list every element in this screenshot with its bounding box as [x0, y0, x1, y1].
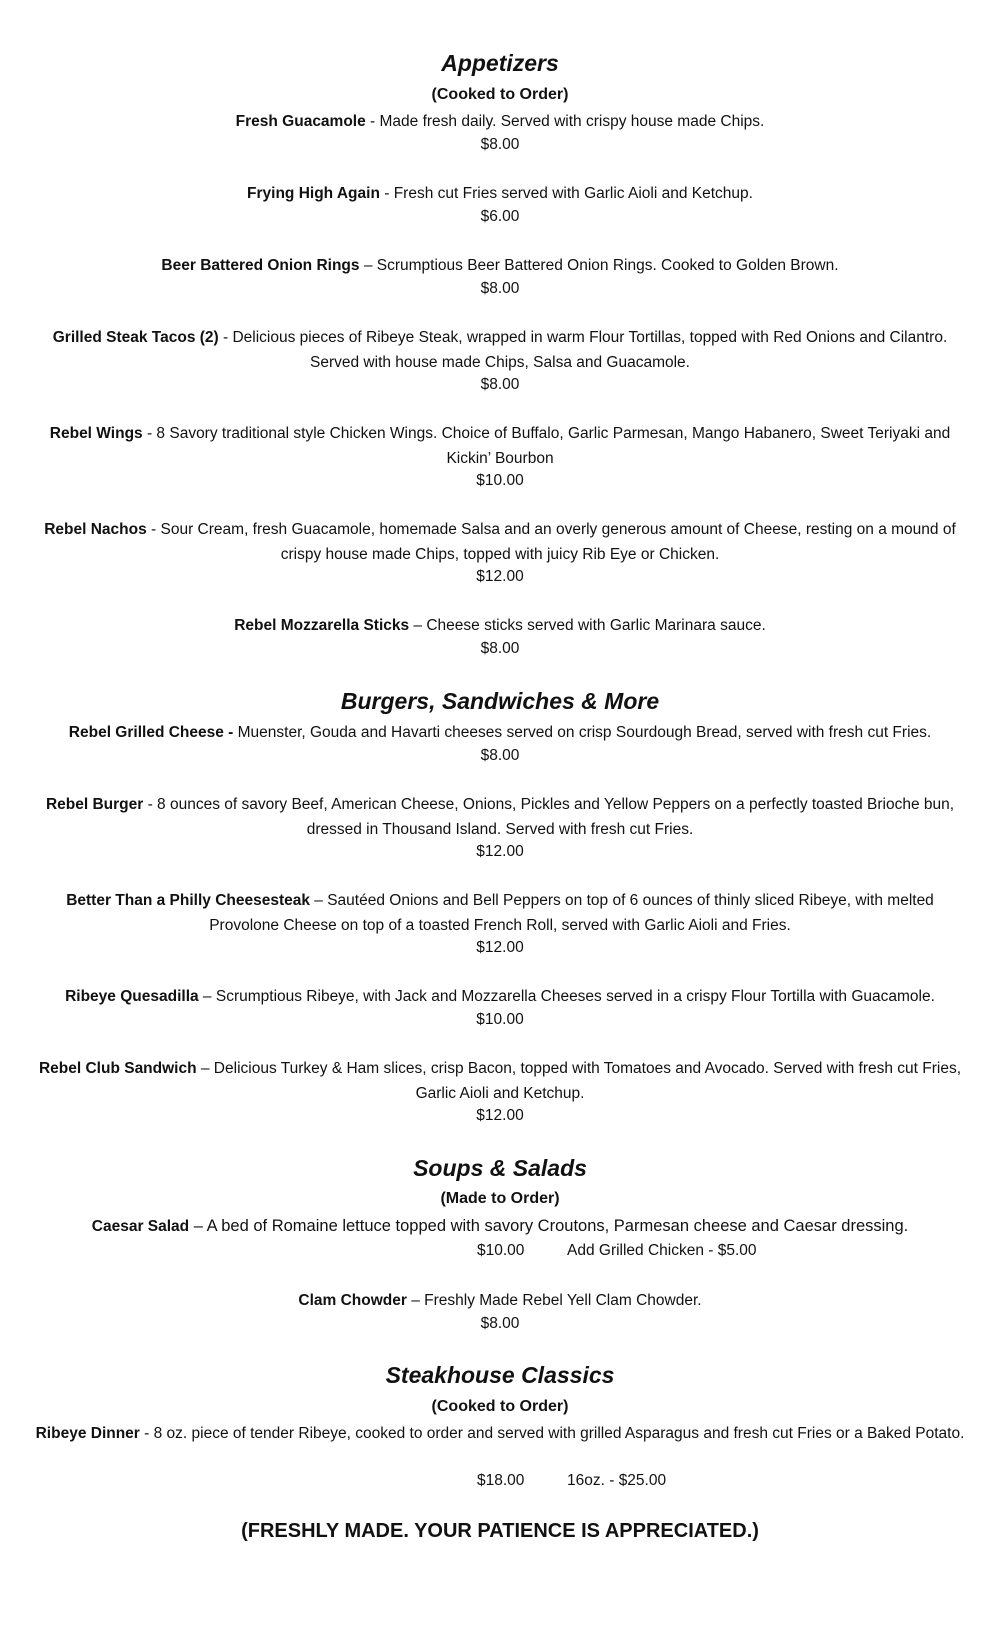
section-title-soups-salads: Soups & Salads [413, 1155, 587, 1181]
section-subtitle-soups-salads: (Made to Order) [440, 1190, 560, 1207]
menu-item-clam-chowder [30, 1288, 970, 1313]
item-description: - 8 oz. piece of tender Ribeye, cooked to order and served with grilled Asparagus and fresh cut Fries or a Baked Potato. [139, 1425, 965, 1442]
item-price: $6.00 [480, 208, 520, 225]
item-description: – Cheese sticks served with Garlic Marinara sauce. [409, 617, 766, 634]
item-price: $10.00 [477, 1242, 525, 1259]
menu-item-grilled-steak-tacos [30, 325, 970, 375]
item-addon-price: Add Grilled Chicken - $5.00 [567, 1242, 757, 1259]
footer-note: (FRESHLY MADE. YOUR PATIENCE IS APPRECIATED.) [241, 1520, 759, 1542]
item-price: $18.00 [477, 1472, 525, 1489]
item-price: $8.00 [480, 640, 520, 657]
item-name: Ribeye Dinner [35, 1425, 140, 1442]
item-description: – Freshly Made Rebel Yell Clam Chowder. [406, 1292, 702, 1309]
item-description: – Sautéed Onions and Bell Peppers on top of 6 ounces of thinly sliced Ribeye, with melted Provolone Cheese on top of a toasted French Roll, served with Garlic Aioli and Fries. [209, 892, 934, 934]
item-name: Rebel Wings [49, 425, 143, 442]
menu-item-fresh-guacamole [30, 109, 970, 134]
item-description: – Scrumptious Ribeye, with Jack and Mozzarella Cheeses served in a crispy Flour Tortilla with Guacamole. [198, 988, 935, 1005]
item-name: Rebel Burger [45, 796, 144, 813]
item-name: Fresh Guacamole [235, 113, 366, 130]
item-price: $10.00 [476, 472, 524, 489]
item-price: $8.00 [480, 136, 520, 153]
item-name: Rebel Mozzarella Sticks [234, 617, 410, 634]
item-price: $8.00 [480, 1315, 520, 1332]
menu-item-onion-rings [30, 253, 970, 278]
item-description: - Sour Cream, fresh Guacamole, homemade Salsa and an overly generous amount of Cheese, resting on a mound of crispy house made Chips, topped with juicy Rib Eye or Chicken. [146, 521, 956, 563]
item-description: - Delicious pieces of Ribeye Steak, wrapped in warm Flour Tortillas, topped with Red Onions and Cilantro. Served with house made Chips, Salsa and Guacamole. [218, 329, 948, 371]
item-name: Caesar Salad [91, 1218, 190, 1235]
item-description: – Delicious Turkey & Ham slices, crisp Bacon, topped with Tomatoes and Avocado. Served with fresh cut Fries, Garlic Aioli and Ketchup. [196, 1060, 962, 1102]
item-name: Rebel Club Sandwich [38, 1060, 197, 1077]
item-description: Muenster, Gouda and Havarti cheeses served on crisp Sourdough Bread, served with fresh cut Fries. [233, 724, 932, 741]
item-price: $8.00 [480, 747, 520, 764]
item-name: Frying High Again [247, 185, 380, 202]
item-name: Beer Battered Onion Rings [161, 257, 360, 274]
item-price: $12.00 [476, 1107, 524, 1124]
item-description: - 8 ounces of savory Beef, American Cheese, Onions, Pickles and Yellow Peppers on a perfectly toasted Brioche bun, dressed in Thousand Island. Served with fresh cut Fries. [143, 796, 955, 838]
item-price: $8.00 [480, 376, 520, 393]
menu-item-ribeye-dinner [30, 1421, 970, 1446]
item-name: Clam Chowder [298, 1292, 407, 1309]
item-description: – A bed of Romaine lettuce topped with savory Croutons, Parmesan cheese and Caesar dressing. [189, 1217, 909, 1235]
item-description: - Made fresh daily. Served with crispy house made Chips. [365, 113, 765, 130]
menu-item-caesar-salad [30, 1214, 970, 1239]
section-title-appetizers: Appetizers [441, 50, 559, 76]
section-subtitle-steakhouse: (Cooked to Order) [431, 1398, 569, 1415]
item-name: Grilled Steak Tacos (2) [52, 329, 219, 346]
item-price: $12.00 [476, 939, 524, 956]
item-price: $12.00 [476, 568, 524, 585]
item-price: $12.00 [476, 843, 524, 860]
menu-item-rebel-burger [30, 792, 970, 842]
item-name: Rebel Grilled Cheese - [68, 724, 234, 741]
item-addon-price: 16oz. - $25.00 [567, 1472, 667, 1489]
item-price: $10.00 [476, 1011, 524, 1028]
menu-item-ribeye-quesadilla [30, 984, 970, 1009]
menu-item-mozzarella-sticks [30, 613, 970, 638]
menu-item-philly-cheesesteak [30, 888, 970, 938]
menu-item-rebel-grilled-cheese [30, 720, 970, 745]
menu-item-frying-high-again [30, 181, 970, 206]
item-name: Rebel Nachos [44, 521, 147, 538]
item-description: – Scrumptious Beer Battered Onion Rings. Cooked to Golden Brown. [359, 257, 839, 274]
item-price: $8.00 [480, 280, 520, 297]
item-name: Ribeye Quesadilla [65, 988, 199, 1005]
item-description: - 8 Savory traditional style Chicken Wings. Choice of Buffalo, Garlic Parmesan, Mango Habanero, Sweet Teriyaki and Kickin’ Bourbon [142, 425, 951, 467]
item-name: Better Than a Philly Cheesesteak [66, 892, 310, 909]
menu-item-rebel-club-sandwich [30, 1056, 970, 1106]
section-title-burgers: Burgers, Sandwiches & More [340, 688, 660, 714]
section-subtitle-appetizers: (Cooked to Order) [431, 86, 569, 103]
menu-item-rebel-wings [30, 421, 970, 471]
section-title-steakhouse: Steakhouse Classics [385, 1362, 615, 1388]
menu-item-rebel-nachos [30, 517, 970, 567]
item-description: - Fresh cut Fries served with Garlic Aioli and Ketchup. [379, 185, 753, 202]
